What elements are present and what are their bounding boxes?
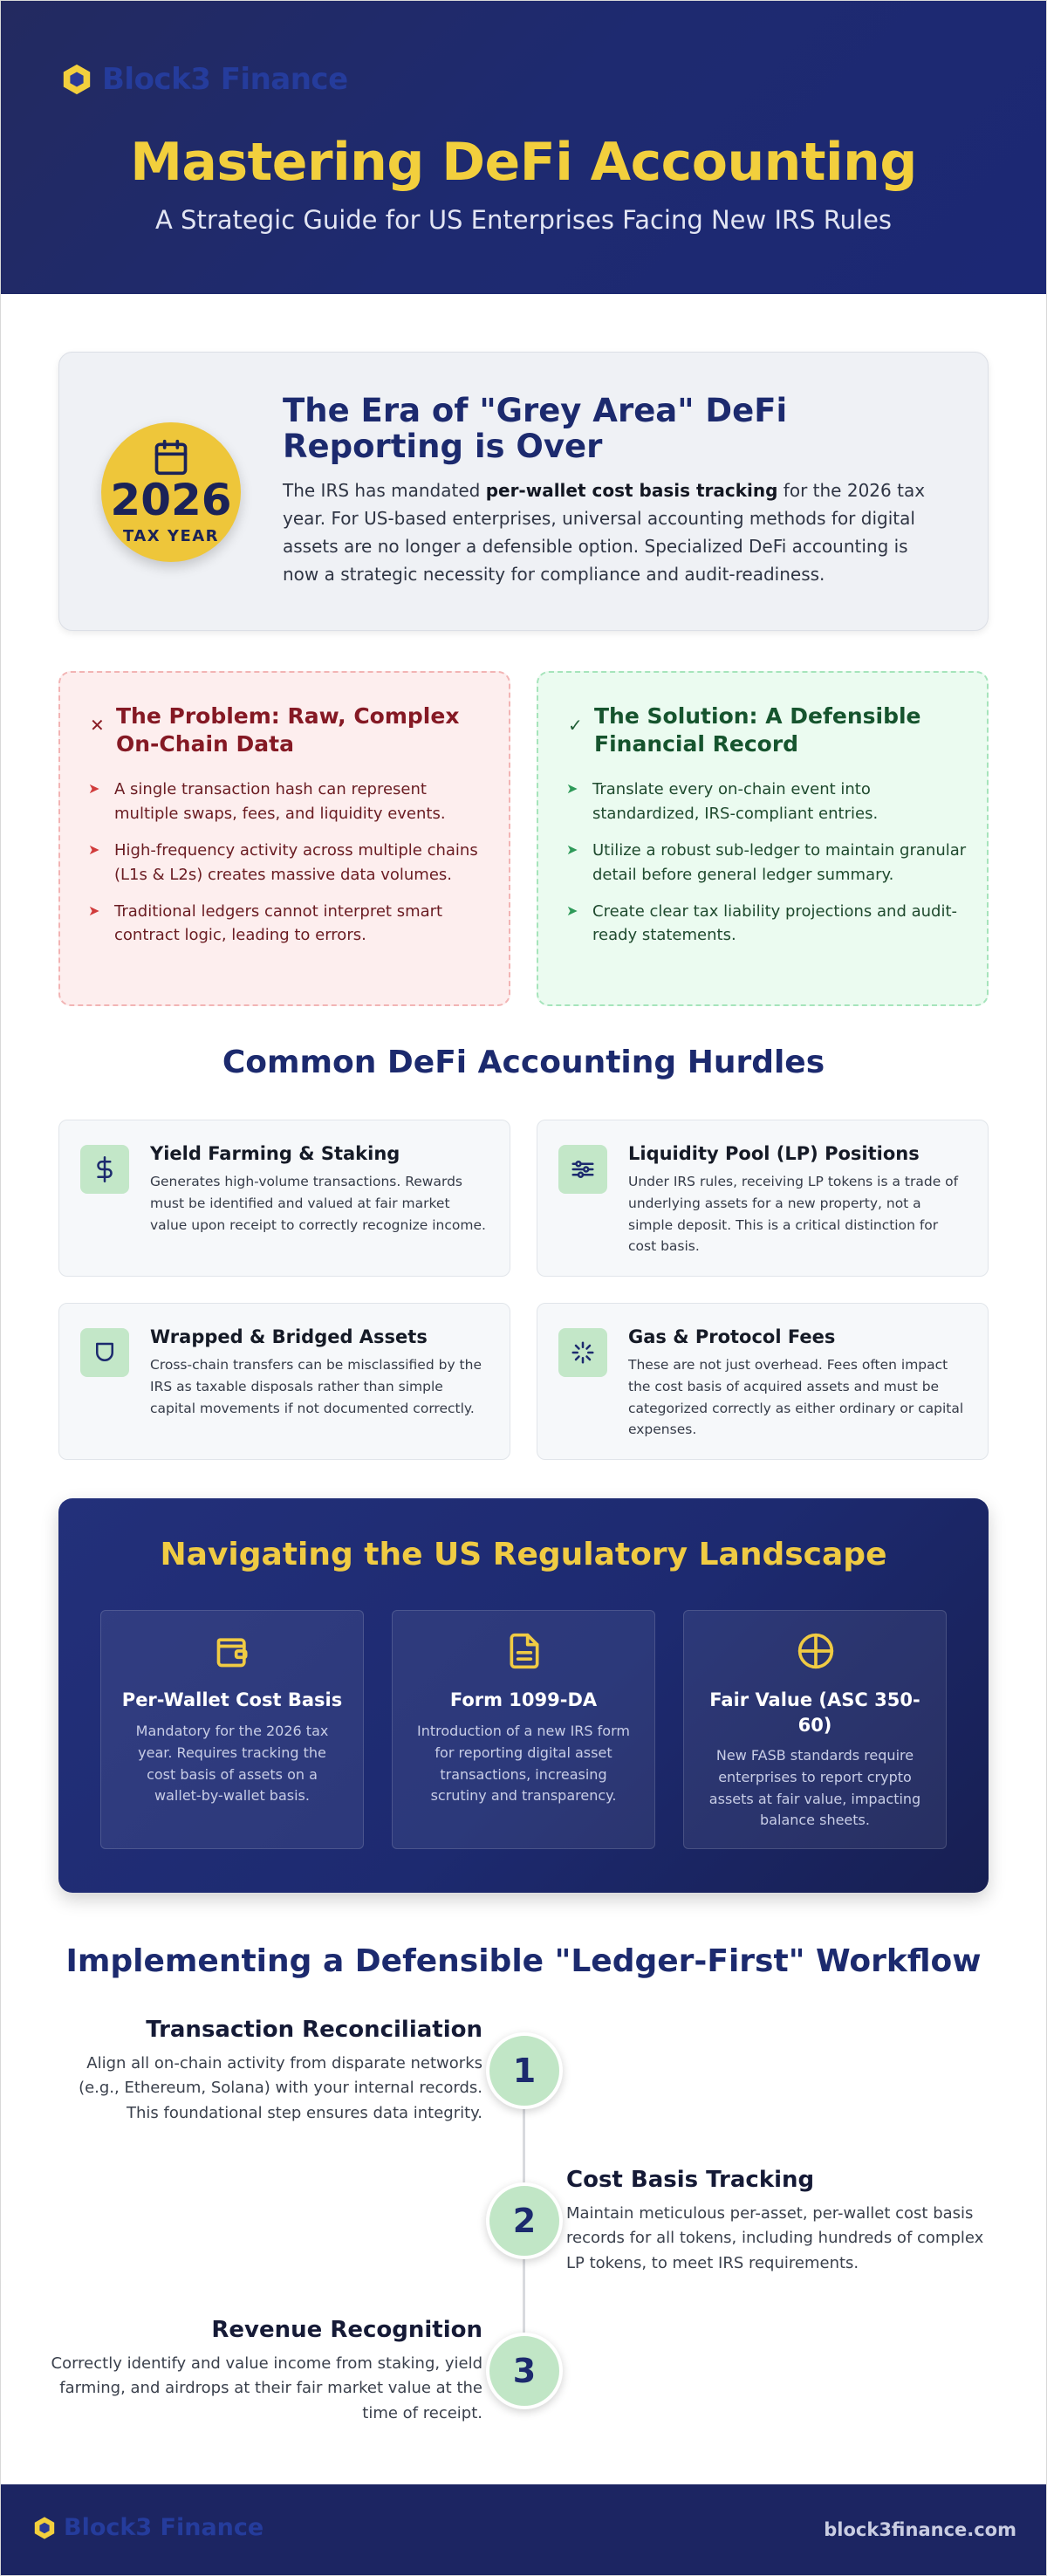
badge-label: TAX YEAR (122, 527, 220, 545)
solution-title: The Solution: A Defensible Financial Record (594, 703, 921, 757)
list-item-text: High-frequency activity across multiple chains (L1s & L2s) creates massive data volumes. (114, 840, 478, 884)
reg-card-desc: Mandatory for the 2026 tax year. Requires tracking the cost basis of assets on a wallet-by-wallet basis. (135, 1723, 329, 1805)
check-icon: ✓ (568, 715, 583, 736)
loader-icon (558, 1328, 607, 1377)
list-item (566, 900, 968, 949)
list-item (566, 839, 968, 887)
step-title: Transaction Reconciliation (146, 2017, 482, 2043)
hurdle-title: Liquidity Pool (LP) Positions (628, 1143, 920, 1164)
solution-list (566, 778, 968, 960)
footer-brand-name: Block3 Finance (64, 2514, 264, 2541)
hero-header (1, 1, 1046, 294)
workflow-step-1 (46, 2017, 482, 2126)
hexagon-logo-icon (60, 63, 93, 96)
shield-icon (80, 1328, 129, 1377)
brand-logo[interactable] (60, 62, 348, 97)
reg-card-desc: New FASB standards require enterprises to report crypto assets at fair value, impacting balance sheets. (708, 1747, 921, 1829)
regulatory-title: Navigating the US Regulatory Landscape (160, 1537, 887, 1572)
page-subtitle: A Strategic Guide for US Enterprises Facing New IRS Rules (154, 205, 893, 235)
reg-card-wallet (100, 1610, 364, 1849)
hurdle-card-yield (58, 1120, 510, 1277)
arrow-right-icon: ➤ (88, 901, 100, 919)
list-item-text: Traditional ledgers cannot interpret smart contract logic, leading to errors. (114, 901, 443, 945)
dollar-icon (80, 1145, 129, 1194)
tax-year-badge (101, 422, 241, 562)
arrow-right-icon: ➤ (88, 780, 100, 797)
hurdle-title: Yield Farming & Staking (150, 1143, 400, 1164)
hurdle-desc: Cross-chain transfers can be misclassified by the IRS as taxable disposals rather than simple capital movements if not documented correctly. (150, 1357, 482, 1416)
era-body-intro: The IRS has mandated (283, 480, 486, 501)
brand-name: Block3 Finance (102, 62, 348, 97)
calendar-icon (152, 438, 190, 476)
footer-brand-logo[interactable] (32, 2514, 263, 2541)
website-link[interactable]: block3finance.com (824, 2519, 1016, 2540)
hurdle-title: Wrapped & Bridged Assets (150, 1326, 428, 1347)
era-body-rest: for the 2026 tax year. For US-based enterprises, universal accounting methods for digital assets are no longer a defensible option. Specialized DeFi accounting is now a strategic necessity for compliance and audit-readiness. (283, 480, 926, 585)
hurdle-title: Gas & Protocol Fees (628, 1326, 836, 1347)
reg-card-title: Form 1099-DA (449, 1689, 598, 1710)
page-title: Mastering DeFi Accounting (130, 132, 917, 193)
era-card (58, 352, 989, 631)
step-desc: Maintain meticulous per-asset, per-wallet cost basis records for all tokens, including hundreds of complex LP tokens, to meet IRS requirements. (566, 2204, 984, 2272)
arrow-right-icon: ➤ (566, 901, 578, 919)
hurdle-card-lp (537, 1120, 989, 1277)
wallet-icon (214, 1632, 252, 1670)
arrow-right-icon: ➤ (88, 840, 100, 858)
list-item (88, 778, 489, 826)
step-number-3: 3 (486, 2333, 563, 2409)
reg-card-title: Per-Wallet Cost Basis (121, 1689, 343, 1710)
regulatory-panel (58, 1498, 989, 1893)
reg-card-desc: Introduction of a new IRS form for reporting digital asset transactions, increasing scrutiny and transparency. (417, 1723, 630, 1805)
reg-card-title: Fair Value (ASC 350-60) (709, 1689, 920, 1737)
badge-year: 2026 (110, 475, 232, 525)
step-title: Revenue Recognition (211, 2317, 482, 2343)
step-number-2: 2 (486, 2182, 563, 2259)
workflow-title: Implementing a Defensible "Ledger-First" Workflow (65, 1943, 982, 1979)
list-item (566, 778, 968, 826)
crosshair-icon (797, 1632, 835, 1670)
list-item-text: A single transaction hash can represent multiple swaps, fees, and liquidity events. (114, 780, 446, 823)
list-item (88, 839, 489, 887)
hurdle-desc: These are not just overhead. Fees often impact the cost basis of acquired assets and must be categorized correctly as either ordinary or capital expenses. (628, 1357, 964, 1438)
era-body (283, 476, 946, 588)
step-number-1: 1 (486, 2032, 563, 2109)
era-title: The Era of "Grey Area" DeFi Reporting is Over (283, 392, 788, 466)
workflow-step-2 (566, 2167, 1003, 2276)
reg-card-fair-value (683, 1610, 947, 1849)
arrow-right-icon: ➤ (566, 840, 578, 858)
list-item-text: Utilize a robust sub-ledger to maintain granular detail before general ledger summary. (592, 840, 967, 884)
reg-card-form (392, 1610, 655, 1849)
step-desc: Align all on-chain activity from disparate networks (e.g., Ethereum, Solana) with your internal records. This foundational step ensures data integrity. (79, 2054, 482, 2122)
step-title: Cost Basis Tracking (566, 2167, 815, 2193)
page-footer (1, 2484, 1046, 2575)
close-icon: ✕ (90, 715, 105, 736)
problem-title: The Problem: Raw, Complex On-Chain Data (116, 703, 460, 757)
list-item (88, 900, 489, 949)
problem-list (88, 778, 489, 960)
workflow-step-3 (46, 2317, 482, 2426)
era-body-emphasis: per-wallet cost basis tracking (485, 480, 778, 501)
hurdle-desc: Under IRS rules, receiving LP tokens is a trade of underlying assets for a new property, not a simple deposit. This is a critical distinction for cost basis. (628, 1174, 959, 1255)
list-item-text: Create clear tax liability projections and audit-ready statements. (592, 901, 958, 945)
hurdle-card-wrapped (58, 1303, 510, 1460)
sliders-icon (558, 1145, 607, 1194)
hurdle-card-gas (537, 1303, 989, 1460)
hexagon-logo-icon (32, 2516, 57, 2540)
hurdle-desc: Generates high-volume transactions. Rewards must be identified and valued at fair market value upon receipt to correctly recognize income. (150, 1174, 486, 1233)
solution-card (537, 671, 989, 1006)
problem-card (58, 671, 510, 1006)
list-item-text: Translate every on-chain event into standardized, IRS-compliant entries. (592, 780, 879, 823)
arrow-right-icon: ➤ (566, 780, 578, 797)
hurdles-title: Common DeFi Accounting Hurdles (222, 1045, 825, 1080)
document-icon (505, 1632, 544, 1670)
step-desc: Correctly identify and value income from staking, yield farming, and airdrops at their fair market value at the time of receipt. (51, 2354, 482, 2422)
